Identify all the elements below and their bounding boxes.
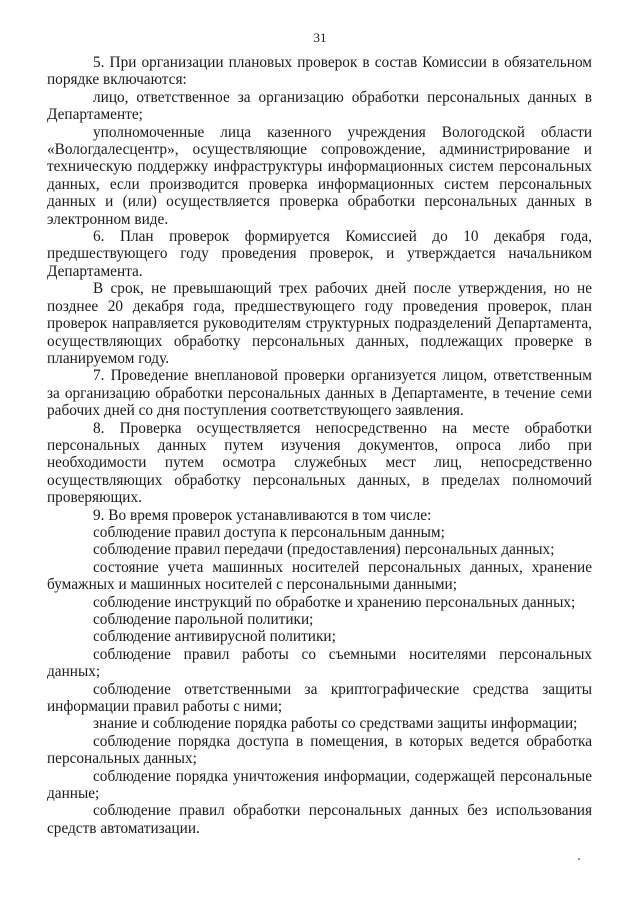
page-number: 31: [313, 30, 327, 45]
paragraph-8-inspection: 8. Проверка осуществляется непосредственно на месте обработки персональных данных путем изучения документов, опроса либо при необходимости путем осмотра служебных мест лиц, непосредственно осуществляющих обработку персональных данных, в пределах полномочий проверяющих.: [47, 419, 592, 507]
list-item-password-policy: соблюдение парольной политики;: [93, 611, 314, 628]
list-item-access-rules: соблюдение правил доступа к персональным данным;: [93, 523, 445, 541]
paragraph-7-unscheduled: 7. Проведение внеплановой проверки организуется лицом, ответственным за организацию обработки персональных данных в Департаменте, в течение семи рабочих дней со дня поступления соответствующего заявления.: [47, 367, 592, 420]
scan-speck: [578, 858, 580, 860]
paragraph-9-intro: 9. Во время проверок устанавливаются в том числе:: [93, 506, 432, 524]
paragraph-5-intro: 5. При организации плановых проверок в состав Комиссии в обязательном порядке включаются:: [47, 54, 592, 89]
document-body: [47, 54, 592, 837]
list-item-destruction: соблюдение порядка уничтожения информации, содержащей персональные данные;: [47, 767, 592, 803]
paragraph-responsible-person: лицо, ответственное за организацию обработки персональных данных в Департаменте;: [47, 88, 592, 124]
list-item-non-automated: соблюдение правил обработки персональных данных без использования средств автоматизации.: [47, 802, 592, 837]
list-item-premises-access: соблюдение порядка доступа в помещения, в которых ведется обработка персональных данных;: [47, 732, 592, 768]
list-item-media-accounting: состояние учета машинных носителей персональных данных, хранение бумажных и машинных носителей с персональными данными;: [47, 558, 592, 594]
paragraph-6-plan: 6. План проверок формируется Комиссией до 10 декабря года, предшествующего году проведения проверок, и утверждается начальником Департамента.: [47, 228, 592, 280]
list-item-transfer-rules: соблюдение правил передачи (предоставления) персональных данных;: [93, 541, 555, 559]
paragraph-plan-deadline: В срок, не превышающий трех рабочих дней после утверждения, но не позднее 20 декабря года, предшествующего году проведения проверок, план проверок направляется руководителям структурных подразделений Департамента, осуществляющих обработку персональных данных, подлежащих проверке в планируемом году.: [47, 280, 592, 367]
list-item-security-tools: знание и соблюдение порядка работы со средствами защиты информации;: [93, 715, 578, 733]
list-item-antivirus-policy: соблюдение антивирусной политики;: [93, 628, 336, 646]
list-item-removable-media: соблюдение правил работы со съемными носителями персональных данных;: [47, 645, 592, 681]
list-item-crypto-rules: соблюдение ответственными за криптографические средства защиты информации правил работы с ними;: [47, 680, 592, 716]
paragraph-authorized-persons: уполномоченные лица казенного учреждения Вологодской области «Вологдалесцентр», осуществляющие сопровождение, администрирование и техническую поддержку инфраструктуры информационных систем персональных данных, если производится проверка информационных систем персональных данных и (или) осуществляется проверка обработки персональных данных в электронном виде.: [47, 123, 592, 228]
list-item-instructions: соблюдение инструкций по обработке и хранению персональных данных;: [93, 593, 576, 611]
